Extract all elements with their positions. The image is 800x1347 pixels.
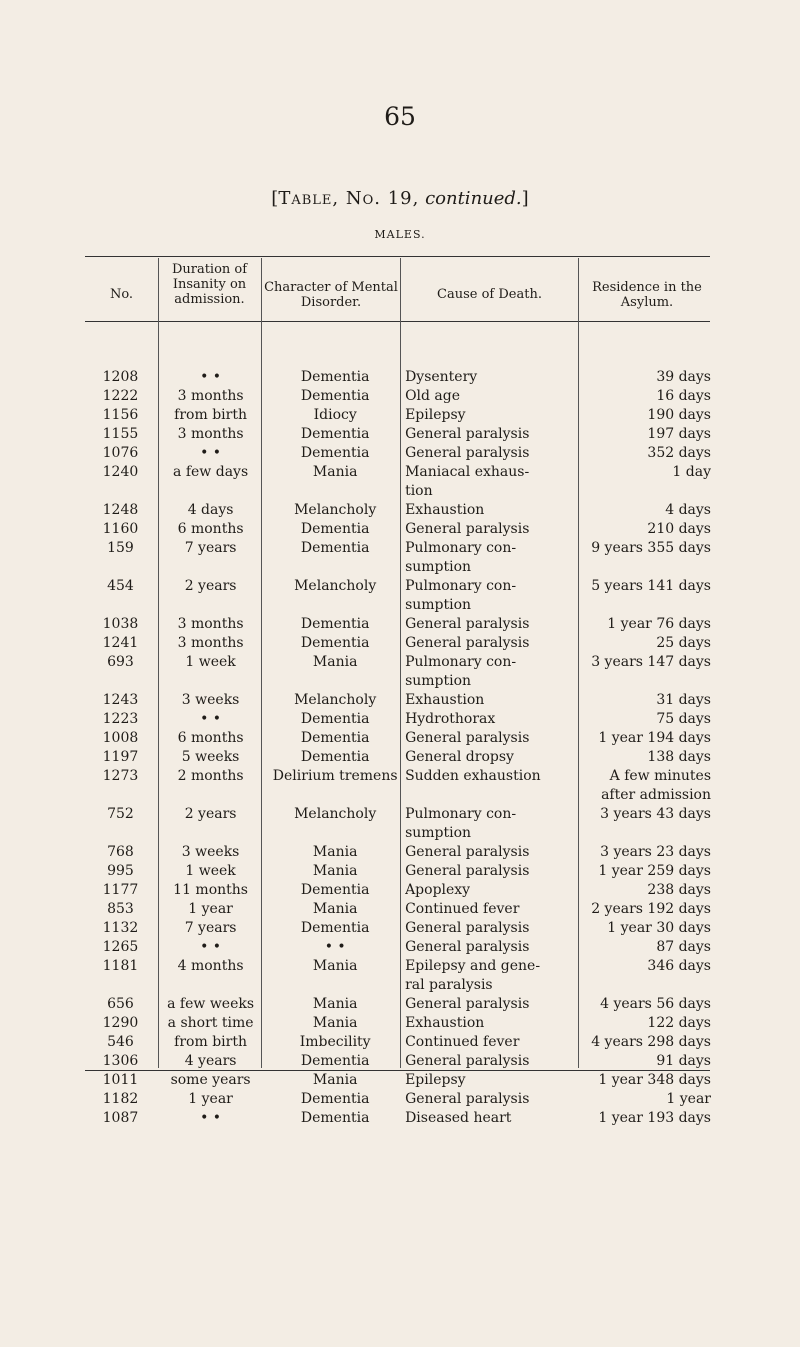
row-residence [582,1014,711,1033]
row-cause [405,691,582,710]
row-number: 1243 [102,692,139,708]
row-residence-line: 352 days [647,445,711,461]
row-residence-line: 4 years 298 days [591,1034,711,1050]
row-number: 1011 [102,1072,139,1088]
row-duration: 2 months [177,768,244,784]
row-duration: 2 years [184,806,237,822]
row-cause-line: General paralysis [405,1053,530,1069]
row-duration: 3 months [177,635,244,651]
row-residence [582,444,711,463]
row-residence-line: 1 year 76 days [607,616,711,632]
row-cause-line: sumption [405,825,472,841]
row-cause [405,938,582,957]
table-row [85,501,711,520]
row-residence-line: A few minutes [609,768,711,784]
row-number: 1160 [102,521,139,537]
table-row [85,862,711,881]
row-residence [582,1071,711,1090]
row-cause-line: Continued fever [405,1034,520,1050]
row-residence [582,957,711,995]
row-number: 1306 [102,1053,139,1069]
row-duration: a few days [173,464,249,480]
row-cause [405,900,582,919]
row-character: Mania [312,464,358,480]
row-duration: 2 years [184,578,237,594]
row-cause [405,520,582,539]
row-character: Dementia [300,426,370,442]
row-cause-line: Exhaustion [405,1015,485,1031]
table-row [85,463,711,501]
row-character: Melancholy [294,692,377,708]
table-row [85,615,711,634]
row-cause-line: sumption [405,559,472,575]
row-residence-line: 3 years 23 days [600,844,711,860]
table-row [85,444,711,463]
row-residence [582,729,711,748]
table-row [85,900,711,919]
row-residence [582,406,711,425]
row-cause-line: tion [405,483,433,499]
table-row [85,957,711,995]
row-cause [405,406,582,425]
deaths-table [85,368,711,1128]
row-residence-line: 4 days [665,502,711,518]
row-character: Dementia [300,711,370,727]
row-number: 1241 [102,635,139,651]
table-row [85,691,711,710]
row-cause [405,995,582,1014]
row-residence-line: 5 years 141 days [591,578,711,594]
row-cause-line: Epilepsy [405,1072,466,1088]
row-cause [405,634,582,653]
row-duration: 4 days [187,502,234,518]
row-duration: • • [200,369,222,385]
row-residence [582,748,711,767]
row-cause-line: Epilepsy [405,407,466,423]
row-number: 1273 [102,768,139,784]
row-residence [582,425,711,444]
row-cause-line: General paralysis [405,635,530,651]
row-character: Dementia [300,616,370,632]
row-duration: 4 years [184,1053,237,1069]
row-character: Dementia [300,920,370,936]
row-cause-line: Exhaustion [405,502,485,518]
row-cause [405,1014,582,1033]
row-cause [405,501,582,520]
row-number: 1181 [102,958,139,974]
row-number: 1087 [102,1110,139,1126]
row-number: 1265 [102,939,139,955]
row-residence-line: 1 year 259 days [598,863,711,879]
row-cause-line: General paralysis [405,521,530,537]
row-residence [582,653,711,691]
row-cause [405,805,582,843]
table-row [85,805,711,843]
row-duration: a few weeks [167,996,255,1012]
row-duration: 3 weeks [181,692,240,708]
row-character: Imbecility [299,1034,371,1050]
row-character: Idiocy [313,407,357,423]
row-cause-line: Maniacal exhaus- [405,464,530,480]
row-residence [582,1033,711,1052]
row-residence-line: 9 years 355 days [591,540,711,556]
row-cause [405,862,582,881]
row-cause [405,444,582,463]
row-duration: 3 months [177,616,244,632]
row-duration: 1 year [188,901,233,917]
row-character: Dementia [300,635,370,651]
row-cause [405,1033,582,1052]
row-cause-line: Exhaustion [405,692,485,708]
row-cause [405,463,582,501]
row-cause-line: Old age [405,388,461,404]
row-number: 656 [107,996,134,1012]
row-residence [582,805,711,843]
row-residence-line: 197 days [647,426,711,442]
row-cause-line: Hydrothorax [405,711,496,727]
row-residence-line: 75 days [656,711,711,727]
row-residence-line: after admission [601,787,711,803]
row-cause-line: ral paralysis [405,977,493,993]
row-number: 1208 [102,369,139,385]
row-residence [582,938,711,957]
row-residence-line: 1 year [666,1091,711,1107]
row-residence-line: 16 days [656,388,711,404]
row-number: 1182 [102,1091,139,1107]
row-number: 693 [107,654,134,670]
table-row [85,767,711,805]
row-cause-line: General paralysis [405,863,530,879]
table-row [85,881,711,900]
row-cause [405,1052,582,1071]
table-row [85,919,711,938]
row-number: 1132 [102,920,139,936]
row-cause [405,1090,582,1109]
row-character: Dementia [300,1110,370,1126]
row-duration: some years [170,1072,251,1088]
row-residence-line: 346 days [647,958,711,974]
row-number: 1008 [102,730,139,746]
row-residence-line: 122 days [647,1015,711,1031]
row-residence-line: 31 days [656,692,711,708]
row-cause-line: Epilepsy and gene- [405,958,541,974]
section-heading: MALES. [374,228,426,241]
row-cause [405,729,582,748]
row-character: Mania [312,996,358,1012]
row-number: 1290 [102,1015,139,1031]
row-residence-line: 1 year 194 days [598,730,711,746]
row-character: Dementia [300,730,370,746]
row-residence-line: 3 years 147 days [591,654,711,670]
row-residence-line: 1 year 30 days [607,920,711,936]
row-character: Mania [312,1072,358,1088]
row-residence-line: 1 year 193 days [598,1110,711,1126]
row-cause [405,425,582,444]
row-residence-line: 91 days [656,1053,711,1069]
row-residence-line: 238 days [647,882,711,898]
row-number: 1240 [102,464,139,480]
row-cause [405,653,582,691]
row-residence-line: 1 day [672,464,711,480]
header-no: No. [109,287,134,302]
table-row [85,634,711,653]
row-number: 546 [107,1034,134,1050]
row-residence [582,634,711,653]
row-duration: from birth [174,1034,247,1050]
row-character: Dementia [300,445,370,461]
row-cause-line: General paralysis [405,616,530,632]
row-character: Dementia [300,1053,370,1069]
title-close-bracket: ] [521,188,529,209]
row-residence [582,615,711,634]
table-row [85,995,711,1014]
top-rule [85,256,710,257]
row-cause-line: General paralysis [405,426,530,442]
row-duration: • • [200,939,222,955]
table-row [85,748,711,767]
deaths-table-body [85,368,711,1128]
row-duration: a short time [167,1015,254,1031]
row-duration: 6 months [177,521,244,537]
table-row [85,520,711,539]
table-row [85,1014,711,1033]
row-character: Mania [312,1015,358,1031]
table-row [85,1090,711,1109]
header-character: Character of Mental Disorder. [264,280,398,310]
row-number: 1248 [102,502,139,518]
table-row [85,938,711,957]
row-duration: 4 months [177,958,244,974]
row-cause [405,767,582,805]
row-duration: 3 months [177,426,244,442]
row-character: Dementia [300,388,370,404]
header-rule [85,321,710,322]
row-number: 995 [107,863,134,879]
row-cause [405,368,582,387]
row-cause-line: General paralysis [405,996,530,1012]
row-cause [405,957,582,995]
table-row [85,577,711,615]
row-cause [405,710,582,729]
row-character: Dementia [300,882,370,898]
row-cause-line: General paralysis [405,730,530,746]
row-residence [582,767,711,805]
table-title [0,188,800,209]
row-cause-line: Pulmonary con- [405,806,517,822]
row-character: Mania [312,654,358,670]
row-number: 1223 [102,711,139,727]
row-number: 1155 [102,426,139,442]
row-residence-line: 2 years 192 days [591,901,711,917]
row-cause [405,748,582,767]
row-duration: 7 years [184,920,237,936]
table-row [85,843,711,862]
row-cause-line: General paralysis [405,1091,530,1107]
row-character: Melancholy [294,806,377,822]
table-row [85,539,711,577]
row-residence-line: 39 days [656,369,711,385]
row-cause [405,615,582,634]
row-residence [582,520,711,539]
row-residence [582,539,711,577]
row-cause [405,919,582,938]
row-cause-line: sumption [405,597,472,613]
row-residence-line: 210 days [647,521,711,537]
row-cause-line: General paralysis [405,920,530,936]
row-residence [582,919,711,938]
row-duration: 1 week [185,654,236,670]
row-residence [582,710,711,729]
row-character: Dementia [300,369,370,385]
row-character: Melancholy [294,578,377,594]
row-duration: 6 months [177,730,244,746]
row-residence [582,691,711,710]
row-character: Dementia [300,1091,370,1107]
row-cause-line: General paralysis [405,939,530,955]
row-cause [405,387,582,406]
row-cause-line: Diseased heart [405,1110,512,1126]
row-residence [582,881,711,900]
row-duration: 11 months [173,882,248,898]
row-character: Mania [312,958,358,974]
row-character: Dementia [300,540,370,556]
row-duration: 5 weeks [181,749,240,765]
row-residence [582,387,711,406]
table-row [85,710,711,729]
row-cause-line: Continued fever [405,901,520,917]
row-character: Dementia [300,521,370,537]
row-number: 768 [107,844,134,860]
row-character: • • [324,939,346,955]
row-duration: 1 year [188,1091,233,1107]
header-residence: Residence in the Asylum. [592,280,702,310]
table-row [85,406,711,425]
row-character: Melancholy [294,502,377,518]
row-cause [405,843,582,862]
table-row [85,653,711,691]
row-number: 853 [107,901,134,917]
row-number: 1197 [102,749,139,765]
page-number: 65 [384,102,416,131]
row-residence [582,995,711,1014]
row-cause [405,881,582,900]
row-residence [582,1090,711,1109]
row-residence-line: 190 days [647,407,711,423]
row-cause-line: Pulmonary con- [405,654,517,670]
row-cause [405,577,582,615]
table-row [85,729,711,748]
row-residence-line: 138 days [647,749,711,765]
row-character: Mania [312,844,358,860]
table-row [85,387,711,406]
row-cause [405,1109,582,1128]
row-number: 1222 [102,388,139,404]
row-residence [582,1109,711,1128]
row-duration: • • [200,1110,222,1126]
row-character: Mania [312,901,358,917]
row-duration: 1 week [185,863,236,879]
row-cause-line: Apoplexy [405,882,471,898]
row-number: 752 [107,806,134,822]
title-label: Table, No. 19, [278,188,420,209]
row-duration: from birth [174,407,247,423]
row-residence [582,463,711,501]
row-residence-line: 3 years 43 days [600,806,711,822]
table-row [85,1033,711,1052]
row-number: 1156 [102,407,139,423]
table-row [85,368,711,387]
table-row [85,1071,711,1090]
table-row [85,1052,711,1071]
row-residence-line: 4 years 56 days [600,996,711,1012]
row-cause [405,539,582,577]
table-row [85,425,711,444]
row-character: Dementia [300,749,370,765]
table-row [85,1109,711,1128]
row-residence [582,843,711,862]
row-number: 1076 [102,445,139,461]
row-character: Delirium tremens [272,768,398,784]
title-open-bracket: [ [271,188,279,209]
row-residence-line: 1 year 348 days [598,1072,711,1088]
row-cause [405,1071,582,1090]
row-cause-line: Dysentery [405,369,478,385]
row-residence [582,1052,711,1071]
row-duration: 3 months [177,388,244,404]
row-residence [582,577,711,615]
row-number: 159 [107,540,134,556]
title-continued: continued. [425,188,522,209]
row-duration: • • [200,445,222,461]
row-cause-line: sumption [405,673,472,689]
row-cause-line: General paralysis [405,445,530,461]
row-cause-line: Pulmonary con- [405,540,517,556]
row-number: 1038 [102,616,139,632]
row-number: 454 [107,578,134,594]
row-residence-line: 87 days [656,939,711,955]
row-residence-line: 25 days [656,635,711,651]
row-duration: 3 weeks [181,844,240,860]
row-cause-line: General dropsy [405,749,514,765]
row-residence [582,501,711,520]
row-duration: • • [200,711,222,727]
row-cause-line: Sudden exhaustion [405,768,541,784]
row-character: Mania [312,863,358,879]
row-cause-line: General paralysis [405,844,530,860]
header-cause: Cause of Death. [437,287,542,302]
row-cause-line: Pulmonary con- [405,578,517,594]
row-residence [582,862,711,881]
row-residence [582,368,711,387]
row-residence [582,900,711,919]
row-number: 1177 [102,882,139,898]
row-duration: 7 years [184,540,237,556]
header-duration: Duration of Insanity on admission. [171,262,248,307]
